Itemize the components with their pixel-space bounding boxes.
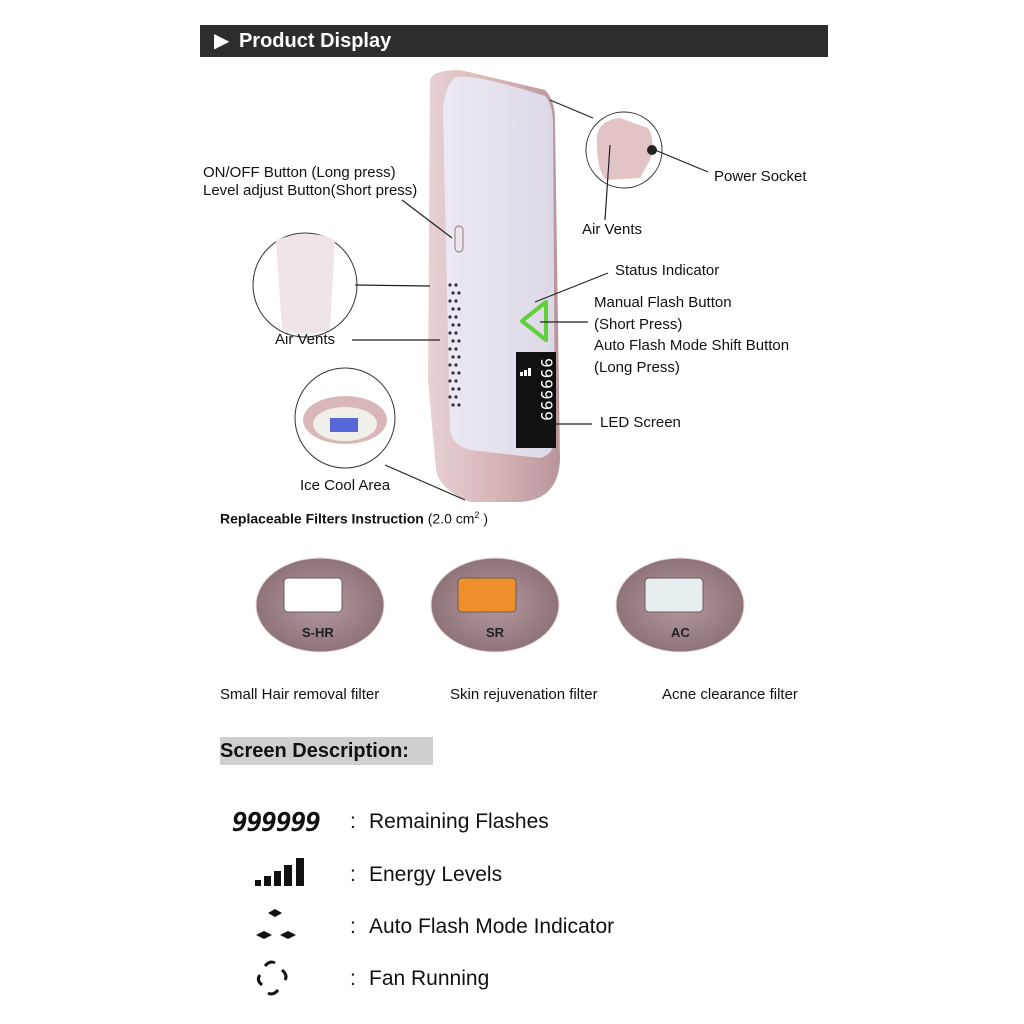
vent-hole xyxy=(457,339,460,342)
vent-hole xyxy=(457,307,460,310)
vent-hole xyxy=(454,283,457,286)
auto-flash-label: Auto Flash Mode Shift Button xyxy=(594,337,790,354)
status-indicator-label: Status Indicator xyxy=(615,262,720,279)
legend-remaining-flashes: Remaining Flashes xyxy=(369,810,549,833)
vent-hole xyxy=(451,323,454,326)
vent-hole xyxy=(448,363,451,366)
vent-hole xyxy=(457,323,460,326)
filters-title-line xyxy=(220,510,488,527)
vent-hole xyxy=(454,379,457,382)
short-press-label: (Short Press) xyxy=(594,316,683,333)
colon: : xyxy=(350,967,356,990)
vent-hole xyxy=(457,291,460,294)
filter-window-sr xyxy=(458,578,516,612)
vent-hole xyxy=(451,355,454,358)
filter-code-sr: SR xyxy=(486,625,505,640)
legend-auto-flash: Auto Flash Mode Indicator xyxy=(369,915,615,938)
colon: : xyxy=(350,863,356,886)
led-energy-bar xyxy=(524,370,527,376)
digits-icon: 999999 xyxy=(232,808,320,838)
filter-name-shr: Small Hair removal filter xyxy=(220,686,380,703)
ice-cool-label: Ice Cool Area xyxy=(300,477,391,494)
legend-fan-running: Fan Running xyxy=(369,967,490,990)
vent-hole xyxy=(448,283,451,286)
colon: : xyxy=(350,810,356,833)
filters-size-sup: 2 xyxy=(474,510,480,520)
filter-name-sr: Skin rejuvenation filter xyxy=(450,686,598,703)
vent-hole xyxy=(451,387,454,390)
vent-hole xyxy=(451,291,454,294)
vent-hole xyxy=(448,315,451,318)
led-energy-bar xyxy=(520,372,523,376)
vent-hole xyxy=(454,395,457,398)
vent-hole xyxy=(454,347,457,350)
manual-flash-label: Manual Flash Button xyxy=(594,294,732,311)
long-press-label: (Long Press) xyxy=(594,359,680,376)
filter-name-ac: Acne clearance filter xyxy=(662,686,798,703)
vent-hole xyxy=(457,355,460,358)
vent-hole xyxy=(457,387,460,390)
colon: : xyxy=(350,915,356,938)
vent-hole xyxy=(454,315,457,318)
power-socket-label: Power Socket xyxy=(714,168,807,185)
vent-hole xyxy=(448,331,451,334)
vent-hole xyxy=(448,379,451,382)
led-energy-bar xyxy=(528,368,531,376)
filter-window-shr xyxy=(284,578,342,612)
legend-energy-levels: Energy Levels xyxy=(369,863,503,886)
auto-flash-diamonds-icon xyxy=(256,909,296,939)
air-vents-side-label: Air Vents xyxy=(275,331,336,348)
air-vents-top-label: Air Vents xyxy=(582,221,643,238)
header-arrow: ▶ xyxy=(214,30,230,52)
vent-hole xyxy=(457,403,460,406)
led-screen-label: LED Screen xyxy=(600,414,681,431)
vent-hole xyxy=(448,347,451,350)
energy-bars-icon xyxy=(255,858,304,886)
vent-hole xyxy=(454,363,457,366)
on-off-button-label: ON/OFF Button (Long press) xyxy=(203,164,396,181)
filter-window-ac xyxy=(645,578,703,612)
vent-hole xyxy=(448,395,451,398)
filters-title: Replaceable Filters Instruction xyxy=(220,510,424,527)
filters-size: (2.0 cm xyxy=(427,510,475,527)
vent-hole xyxy=(454,331,457,334)
vent-hole xyxy=(454,299,457,302)
vent-hole xyxy=(448,299,451,302)
vent-hole xyxy=(457,371,460,374)
level-adjust-label: Level adjust Button(Short press) xyxy=(203,182,418,199)
vent-hole xyxy=(451,371,454,374)
vent-hole xyxy=(451,307,454,310)
filter-code-ac: AC xyxy=(671,625,690,640)
vent-hole xyxy=(451,403,454,406)
screen-description-title: Screen Description: xyxy=(220,737,433,765)
filters-size-end: ) xyxy=(479,510,488,527)
led-digits: 999999 xyxy=(537,358,556,422)
header-title: Product Display xyxy=(238,30,392,52)
fan-icon xyxy=(258,962,286,994)
filter-code-shr: S-HR xyxy=(302,625,334,640)
vent-hole xyxy=(451,339,454,342)
